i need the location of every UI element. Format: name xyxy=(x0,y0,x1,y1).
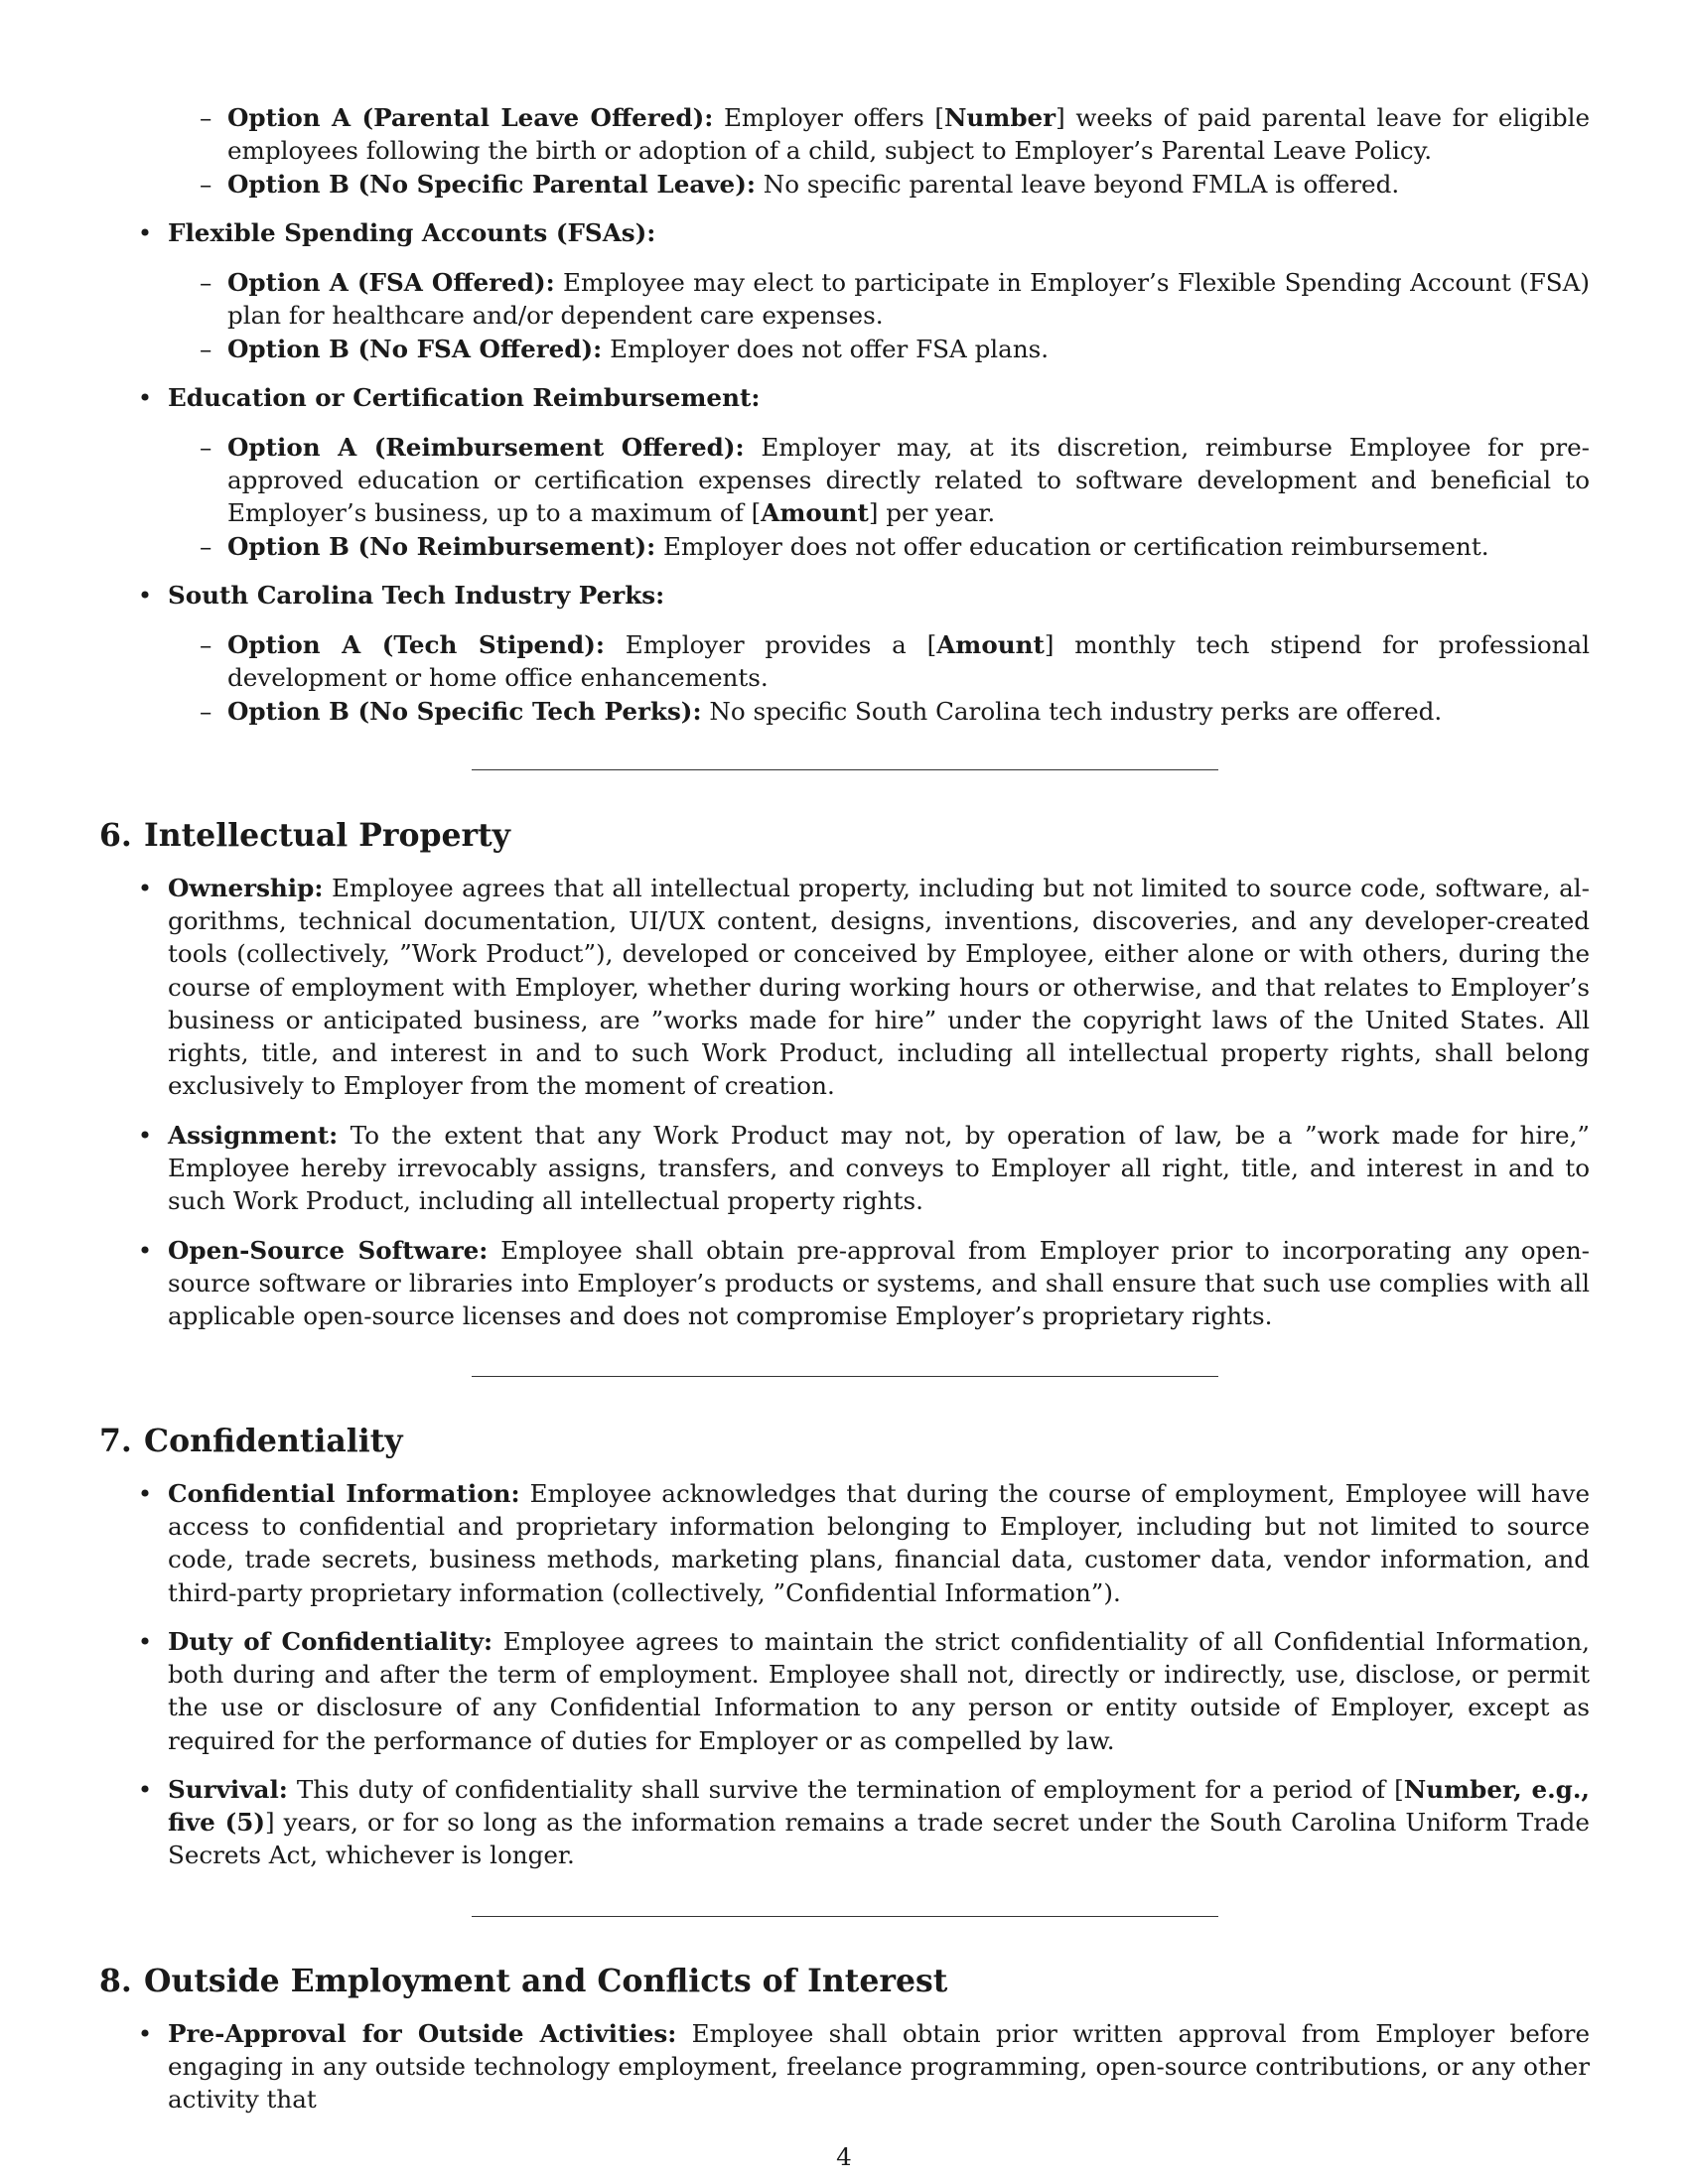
option-label: Option A (FSA Offered): xyxy=(227,268,555,297)
assignment-clause: Assignment: To the extent that any Work Product may not, by operation of law, be a ”work made for hire,” Employee hereby irrevocably assigns, transfers, and conveys to Employer all right, title, and interest in and to such Work Product, including all intellectual property rights. xyxy=(168,1121,1590,1216)
open-source-clause: Open-Source Software: Employee shall obtain pre-approval from Employer prior to incorporating any open-source software or libraries into Employer’s products or systems, and shall ensure that such use complies with all applicable open-source licenses and does not compromise Employer’s proprietary rights. xyxy=(168,1236,1590,1331)
parental-option-a: Option A (Parental Leave Offered): Employer offers [Number] weeks of paid parental leave for eligible employees following the birth or adoption of a child, subject to Employer’s Parental Leave Policy. xyxy=(227,103,1590,166)
bullet-marker: • xyxy=(137,1775,153,1804)
section-divider xyxy=(472,1916,1218,1917)
bullet-marker: • xyxy=(137,1236,153,1265)
duty-of-confidentiality-clause: Duty of Confidentiality: Employee agrees to maintain the strict confidentiality of all Confidential Information, both during and after the term of employment. Employee shall not, directly or indirectly, use, disclose, or permit the use or disclosure of any Confidential Information to any person or entity outside of Employer, except as required for the performance of duties for Employer or as compelled by law. xyxy=(168,1627,1590,1755)
survival-clause: Survival: This duty of confidentiality shall survive the termination of employment for a period of [Number, e.g., five (5)] years, or for so long as the information remains a trade secret under the South Carolina Uniform Trade Secrets Act, whichever is longer. xyxy=(168,1775,1590,1870)
dash-marker: – xyxy=(200,433,212,462)
option-label: Option A (Parental Leave Offered): xyxy=(227,103,714,132)
clause-label: Confidential Information: xyxy=(168,1479,520,1508)
bullet-marker: • xyxy=(137,1121,153,1150)
section-divider xyxy=(472,769,1218,770)
bullet-marker: • xyxy=(137,2019,153,2048)
option-label: Option A (Reimbursement Offered): xyxy=(227,433,745,462)
clause-label: Open-Source Software: xyxy=(168,1236,489,1265)
fsa-option-a: Option A (FSA Offered): Employee may elect to participate in Employer’s Flexible Spending Account (FSA) plan for healthcare and/or dependent care expenses. xyxy=(227,268,1591,331)
tech-perks-heading: South Carolina Tech Industry Perks: xyxy=(168,581,665,610)
option-label: Option B (No Reimbursement): xyxy=(227,532,656,561)
clause-label: Assignment: xyxy=(168,1121,339,1150)
dash-marker: – xyxy=(200,268,212,297)
bullet-marker: • xyxy=(137,1479,153,1508)
dash-marker: – xyxy=(200,335,212,363)
education-option-b: Option B (No Reimbursement): Employer does not offer education or certification reimbursement. xyxy=(227,532,1489,561)
clause-label: Duty of Confidentiality: xyxy=(168,1627,493,1656)
section-divider xyxy=(472,1376,1218,1377)
education-heading: Education or Certification Reimbursement: xyxy=(168,383,761,412)
bullet-marker: • xyxy=(137,383,153,412)
page-number: 4 xyxy=(836,2142,852,2171)
clause-label: Pre-Approval for Outside Activities: xyxy=(168,2019,677,2048)
option-label: Option A (Tech Stipend): xyxy=(227,630,605,659)
option-label: Option B (No Specific Tech Perks): xyxy=(227,697,702,726)
section-heading-intellectual-property: 6. Intellectual Property xyxy=(99,817,510,854)
option-label: Option B (No Specific Parental Leave): xyxy=(227,170,756,199)
section-heading-confidentiality: 7. Confidentiality xyxy=(99,1423,403,1459)
tech-perks-option-a: Option A (Tech Stipend): Employer provides a [Amount] monthly tech stipend for professional development or home office enhancements. xyxy=(227,630,1590,693)
confidential-information-clause: Confidential Information: Employee acknowledges that during the course of employment, Employee will have access to confidential and proprietary information belonging to Employer, including but not limited to source code, trade secrets, business methods, marketing plans, financial data, customer data, vendor information, and third-party proprietary information (collectively, ”Confidential Information”). xyxy=(168,1479,1591,1607)
pre-approval-clause: Pre-Approval for Outside Activities: Employee shall obtain prior written approval from Employer before engaging in any outside technology employment, freelance programming, open-source contributions, or any other activity that xyxy=(168,2019,1590,2115)
dash-marker: – xyxy=(200,103,212,132)
fsa-option-b: Option B (No FSA Offered): Employer does not offer FSA plans. xyxy=(227,335,1050,363)
dash-marker: – xyxy=(200,630,212,659)
option-label: Option B (No FSA Offered): xyxy=(227,335,603,363)
bullet-marker: • xyxy=(137,581,153,610)
clause-label: Ownership: xyxy=(168,874,324,902)
ownership-clause: Ownership: Employee agrees that all intellectual property, including but not limited to source code, software, al-gorithms, technical documentation, UI/UX content, designs, inventions, discoveries, and any developer-created tools (collectively, ”Work Product”), developed or conceived by Employee, either alone or with others, during the course of employment with Employer, whether during working hours or otherwise, and that relates to Employer’s business or anticipated business, are ”works made for hire” under the copyright laws of the United States. All rights, title, and interest in and to such Work Product, including all intellectual property rights, shall belong exclusively to Employer from the moment of creation. xyxy=(168,874,1590,1101)
dash-marker: – xyxy=(200,697,212,726)
parental-option-b: Option B (No Specific Parental Leave): No specific parental leave beyond FMLA is offered. xyxy=(227,170,1400,199)
bullet-marker: • xyxy=(137,1627,153,1656)
bullet-marker: • xyxy=(137,874,153,902)
dash-marker: – xyxy=(200,170,212,199)
clause-label: Survival: xyxy=(168,1775,288,1804)
bullet-marker: • xyxy=(137,218,153,247)
dash-marker: – xyxy=(200,532,212,561)
section-heading-outside-employment: 8. Outside Employment and Conflicts of Interest xyxy=(99,1963,948,1999)
education-option-a: Option A (Reimbursement Offered): Employer may, at its discretion, reimburse Employee for pre-approved education or certification expenses directly related to software development and beneficial to Employer’s business, up to a maximum of [Amount] per year. xyxy=(227,433,1590,528)
fsa-heading: Flexible Spending Accounts (FSAs): xyxy=(168,218,656,247)
tech-perks-option-b: Option B (No Specific Tech Perks): No specific South Carolina tech industry perks are offered. xyxy=(227,697,1443,726)
